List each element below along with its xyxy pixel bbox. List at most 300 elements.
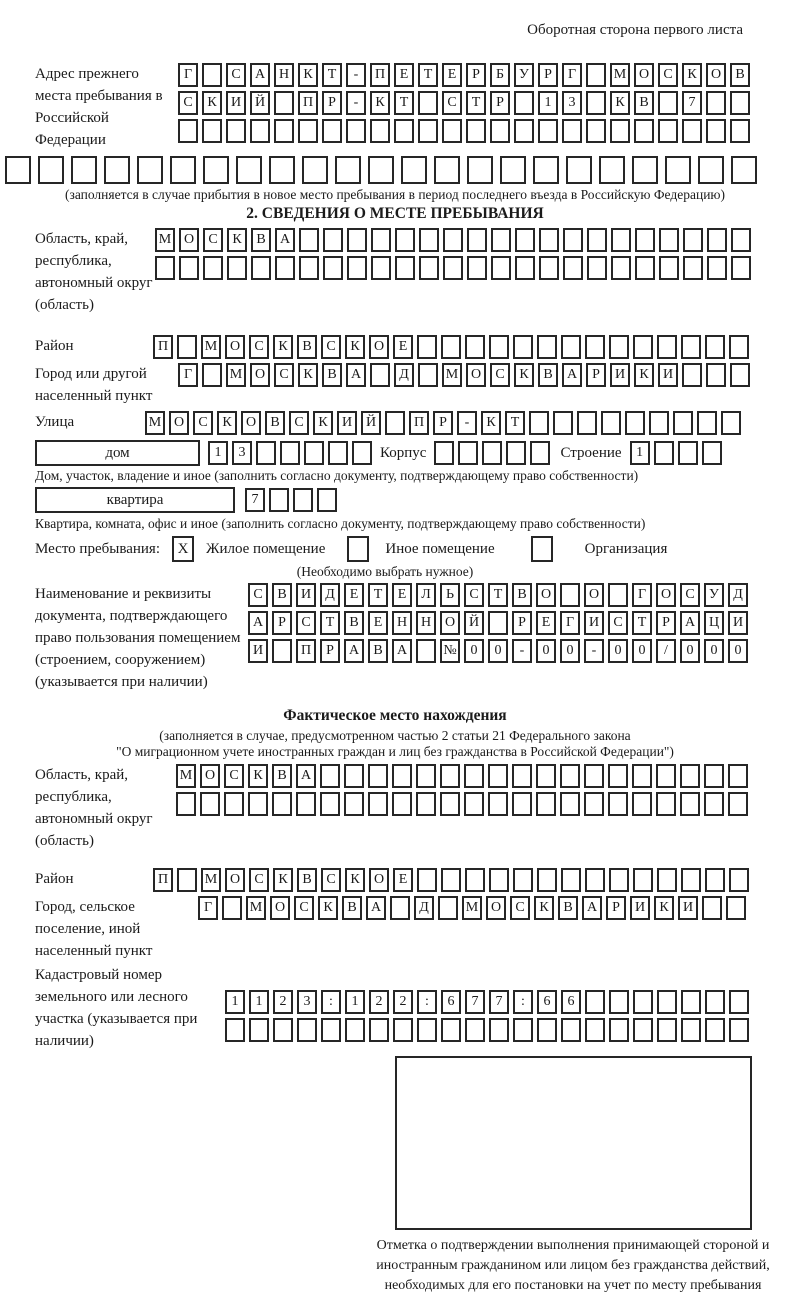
char-cell[interactable]: / bbox=[656, 639, 676, 663]
char-cell[interactable] bbox=[347, 256, 367, 280]
char-cell[interactable] bbox=[488, 792, 508, 816]
char-cell[interactable] bbox=[465, 868, 485, 892]
char-cell[interactable] bbox=[137, 156, 163, 184]
char-cell[interactable] bbox=[673, 411, 693, 435]
char-cell[interactable]: О bbox=[440, 611, 460, 635]
char-cell[interactable] bbox=[488, 764, 508, 788]
char-cell[interactable]: М bbox=[442, 363, 462, 387]
char-cell[interactable]: С bbox=[296, 611, 316, 635]
previous-address-row-3[interactable] bbox=[178, 119, 750, 143]
char-cell[interactable] bbox=[657, 868, 677, 892]
char-cell[interactable]: Л bbox=[416, 583, 436, 607]
char-cell[interactable] bbox=[513, 868, 533, 892]
char-cell[interactable] bbox=[250, 119, 270, 143]
char-cell[interactable] bbox=[513, 335, 533, 359]
char-cell[interactable] bbox=[395, 256, 415, 280]
char-cell[interactable]: И bbox=[248, 639, 268, 663]
char-cell[interactable]: К bbox=[634, 363, 654, 387]
char-cell[interactable] bbox=[104, 156, 130, 184]
char-cell[interactable]: Т bbox=[418, 63, 438, 87]
char-cell[interactable] bbox=[224, 792, 244, 816]
char-cell[interactable]: О bbox=[486, 896, 506, 920]
char-cell[interactable] bbox=[467, 228, 487, 252]
char-cell[interactable]: Е bbox=[344, 583, 364, 607]
char-cell[interactable]: П bbox=[153, 335, 173, 359]
fact-raion-row[interactable] bbox=[153, 868, 749, 892]
char-cell[interactable] bbox=[370, 363, 390, 387]
char-cell[interactable] bbox=[328, 441, 348, 465]
char-cell[interactable] bbox=[345, 1018, 365, 1042]
char-cell[interactable]: О bbox=[584, 583, 604, 607]
char-cell[interactable] bbox=[553, 411, 573, 435]
char-cell[interactable] bbox=[665, 156, 691, 184]
char-cell[interactable]: П bbox=[370, 63, 390, 87]
char-cell[interactable] bbox=[177, 868, 197, 892]
char-cell[interactable] bbox=[515, 256, 535, 280]
char-cell[interactable] bbox=[539, 228, 559, 252]
char-cell[interactable]: В bbox=[251, 228, 271, 252]
char-cell[interactable] bbox=[155, 256, 175, 280]
char-cell[interactable]: И bbox=[584, 611, 604, 635]
char-cell[interactable]: М bbox=[176, 764, 196, 788]
char-cell[interactable]: Т bbox=[466, 91, 486, 115]
char-cell[interactable] bbox=[236, 156, 262, 184]
char-cell[interactable]: К bbox=[273, 335, 293, 359]
char-cell[interactable] bbox=[536, 764, 556, 788]
char-cell[interactable] bbox=[177, 335, 197, 359]
char-cell[interactable]: 1 bbox=[630, 441, 650, 465]
char-cell[interactable]: К bbox=[345, 335, 365, 359]
char-cell[interactable] bbox=[500, 156, 526, 184]
char-cell[interactable] bbox=[401, 156, 427, 184]
char-cell[interactable]: О bbox=[634, 63, 654, 87]
s2-gorod-row[interactable] bbox=[178, 363, 750, 387]
char-cell[interactable] bbox=[566, 156, 592, 184]
char-cell[interactable] bbox=[586, 63, 606, 87]
char-cell[interactable]: С bbox=[490, 363, 510, 387]
char-cell[interactable] bbox=[563, 228, 583, 252]
char-cell[interactable]: 6 bbox=[441, 990, 461, 1014]
char-cell[interactable]: Р bbox=[538, 63, 558, 87]
char-cell[interactable]: К bbox=[298, 363, 318, 387]
char-cell[interactable]: Т bbox=[322, 63, 342, 87]
char-cell[interactable] bbox=[443, 228, 463, 252]
char-cell[interactable]: 0 bbox=[608, 639, 628, 663]
char-cell[interactable]: В bbox=[512, 583, 532, 607]
char-cell[interactable]: И bbox=[337, 411, 357, 435]
char-cell[interactable]: Г bbox=[178, 363, 198, 387]
char-cell[interactable] bbox=[506, 441, 526, 465]
char-cell[interactable] bbox=[393, 1018, 413, 1042]
char-cell[interactable]: С bbox=[249, 868, 269, 892]
char-cell[interactable]: Т bbox=[488, 583, 508, 607]
char-cell[interactable] bbox=[392, 792, 412, 816]
char-cell[interactable] bbox=[368, 792, 388, 816]
char-cell[interactable] bbox=[368, 764, 388, 788]
char-cell[interactable] bbox=[705, 1018, 725, 1042]
char-cell[interactable] bbox=[608, 792, 628, 816]
char-cell[interactable]: О bbox=[241, 411, 261, 435]
char-cell[interactable]: Р bbox=[656, 611, 676, 635]
char-cell[interactable]: К bbox=[514, 363, 534, 387]
char-cell[interactable]: Р bbox=[490, 91, 510, 115]
char-cell[interactable]: - bbox=[584, 639, 604, 663]
char-cell[interactable]: В bbox=[730, 63, 750, 87]
char-cell[interactable] bbox=[317, 488, 337, 512]
char-cell[interactable]: С bbox=[178, 91, 198, 115]
char-cell[interactable]: М bbox=[201, 868, 221, 892]
char-cell[interactable] bbox=[632, 156, 658, 184]
char-cell[interactable] bbox=[632, 792, 652, 816]
char-cell[interactable] bbox=[707, 256, 727, 280]
char-cell[interactable] bbox=[418, 91, 438, 115]
char-cell[interactable] bbox=[587, 228, 607, 252]
char-cell[interactable]: Г bbox=[198, 896, 218, 920]
char-cell[interactable]: Н bbox=[416, 611, 436, 635]
char-cell[interactable]: 0 bbox=[464, 639, 484, 663]
char-cell[interactable]: А bbox=[582, 896, 602, 920]
char-cell[interactable] bbox=[304, 441, 324, 465]
char-cell[interactable] bbox=[176, 792, 196, 816]
char-cell[interactable] bbox=[441, 868, 461, 892]
char-cell[interactable] bbox=[584, 764, 604, 788]
char-cell[interactable] bbox=[611, 256, 631, 280]
char-cell[interactable]: : bbox=[321, 990, 341, 1014]
char-cell[interactable]: 2 bbox=[393, 990, 413, 1014]
char-cell[interactable]: И bbox=[226, 91, 246, 115]
char-cell[interactable]: Р bbox=[433, 411, 453, 435]
char-cell[interactable]: О bbox=[169, 411, 189, 435]
char-cell[interactable] bbox=[585, 1018, 605, 1042]
previous-address-row-2[interactable] bbox=[178, 91, 750, 115]
char-cell[interactable]: В bbox=[558, 896, 578, 920]
char-cell[interactable] bbox=[344, 792, 364, 816]
char-cell[interactable]: 1 bbox=[208, 441, 228, 465]
char-cell[interactable] bbox=[275, 256, 295, 280]
char-cell[interactable] bbox=[395, 228, 415, 252]
char-cell[interactable]: Т bbox=[505, 411, 525, 435]
char-cell[interactable] bbox=[656, 764, 676, 788]
char-cell[interactable]: 1 bbox=[538, 91, 558, 115]
char-cell[interactable]: Й bbox=[464, 611, 484, 635]
char-cell[interactable]: Р bbox=[606, 896, 626, 920]
char-cell[interactable] bbox=[560, 764, 580, 788]
char-cell[interactable] bbox=[438, 896, 458, 920]
char-cell[interactable]: К bbox=[298, 63, 318, 87]
char-cell[interactable]: М bbox=[155, 228, 175, 252]
checkbox-organizatsiya[interactable] bbox=[531, 536, 553, 562]
char-cell[interactable] bbox=[202, 363, 222, 387]
char-cell[interactable]: О bbox=[250, 363, 270, 387]
char-cell[interactable] bbox=[683, 256, 703, 280]
char-cell[interactable] bbox=[585, 990, 605, 1014]
char-cell[interactable] bbox=[488, 611, 508, 635]
char-cell[interactable] bbox=[434, 441, 454, 465]
char-cell[interactable]: С bbox=[248, 583, 268, 607]
char-cell[interactable]: Ц bbox=[704, 611, 724, 635]
char-cell[interactable] bbox=[489, 335, 509, 359]
char-cell[interactable]: К bbox=[654, 896, 674, 920]
char-cell[interactable] bbox=[441, 335, 461, 359]
char-cell[interactable] bbox=[706, 363, 726, 387]
char-cell[interactable] bbox=[491, 228, 511, 252]
char-cell[interactable] bbox=[656, 792, 676, 816]
char-cell[interactable]: П bbox=[298, 91, 318, 115]
kadastr-row-1[interactable] bbox=[225, 990, 749, 1014]
char-cell[interactable] bbox=[587, 256, 607, 280]
char-cell[interactable]: И bbox=[610, 363, 630, 387]
char-cell[interactable]: 3 bbox=[562, 91, 582, 115]
char-cell[interactable] bbox=[702, 896, 722, 920]
char-cell[interactable]: Е bbox=[394, 63, 414, 87]
char-cell[interactable]: Е bbox=[536, 611, 556, 635]
char-cell[interactable]: А bbox=[275, 228, 295, 252]
char-cell[interactable] bbox=[704, 792, 724, 816]
char-cell[interactable] bbox=[417, 868, 437, 892]
char-cell[interactable] bbox=[705, 990, 725, 1014]
char-cell[interactable] bbox=[344, 764, 364, 788]
char-cell[interactable] bbox=[514, 91, 534, 115]
char-cell[interactable]: О bbox=[656, 583, 676, 607]
s2-oblast-row-2[interactable] bbox=[155, 256, 751, 280]
char-cell[interactable]: С bbox=[193, 411, 213, 435]
char-cell[interactable]: О bbox=[466, 363, 486, 387]
char-cell[interactable]: 0 bbox=[728, 639, 748, 663]
char-cell[interactable]: К bbox=[248, 764, 268, 788]
kvartira-number-row[interactable] bbox=[245, 488, 337, 512]
char-cell[interactable] bbox=[560, 792, 580, 816]
char-cell[interactable] bbox=[633, 335, 653, 359]
char-cell[interactable]: 1 bbox=[345, 990, 365, 1014]
char-cell[interactable] bbox=[649, 411, 669, 435]
char-cell[interactable] bbox=[71, 156, 97, 184]
char-cell[interactable]: Ь bbox=[440, 583, 460, 607]
char-cell[interactable]: 0 bbox=[560, 639, 580, 663]
char-cell[interactable] bbox=[731, 228, 751, 252]
char-cell[interactable]: 6 bbox=[537, 990, 557, 1014]
char-cell[interactable]: 7 bbox=[682, 91, 702, 115]
char-cell[interactable] bbox=[513, 1018, 533, 1042]
document-row-3[interactable] bbox=[248, 639, 748, 663]
char-cell[interactable]: А bbox=[344, 639, 364, 663]
char-cell[interactable] bbox=[577, 411, 597, 435]
char-cell[interactable] bbox=[297, 1018, 317, 1042]
char-cell[interactable]: К bbox=[217, 411, 237, 435]
char-cell[interactable] bbox=[608, 764, 628, 788]
char-cell[interactable]: 2 bbox=[273, 990, 293, 1014]
char-cell[interactable] bbox=[320, 792, 340, 816]
char-cell[interactable]: Р bbox=[322, 91, 342, 115]
char-cell[interactable] bbox=[704, 764, 724, 788]
char-cell[interactable] bbox=[697, 411, 717, 435]
char-cell[interactable] bbox=[335, 156, 361, 184]
char-cell[interactable]: С bbox=[510, 896, 530, 920]
char-cell[interactable] bbox=[731, 256, 751, 280]
char-cell[interactable]: М bbox=[201, 335, 221, 359]
char-cell[interactable]: С bbox=[274, 363, 294, 387]
fact-oblast-row-2[interactable] bbox=[176, 792, 748, 816]
char-cell[interactable] bbox=[272, 792, 292, 816]
char-cell[interactable] bbox=[200, 792, 220, 816]
char-cell[interactable]: И bbox=[728, 611, 748, 635]
char-cell[interactable]: 0 bbox=[704, 639, 724, 663]
char-cell[interactable] bbox=[489, 1018, 509, 1042]
char-cell[interactable]: П bbox=[296, 639, 316, 663]
char-cell[interactable] bbox=[537, 868, 557, 892]
char-cell[interactable] bbox=[728, 764, 748, 788]
char-cell[interactable]: Д bbox=[320, 583, 340, 607]
char-cell[interactable]: П bbox=[409, 411, 429, 435]
char-cell[interactable]: 3 bbox=[297, 990, 317, 1014]
char-cell[interactable] bbox=[5, 156, 31, 184]
s2-raion-row[interactable] bbox=[153, 335, 749, 359]
char-cell[interactable] bbox=[729, 868, 749, 892]
char-cell[interactable]: В bbox=[342, 896, 362, 920]
char-cell[interactable] bbox=[491, 256, 511, 280]
char-cell[interactable]: 0 bbox=[536, 639, 556, 663]
char-cell[interactable] bbox=[608, 583, 628, 607]
previous-address-row-1[interactable] bbox=[178, 63, 750, 87]
char-cell[interactable] bbox=[293, 488, 313, 512]
char-cell[interactable] bbox=[417, 335, 437, 359]
char-cell[interactable]: 1 bbox=[249, 990, 269, 1014]
char-cell[interactable] bbox=[731, 156, 757, 184]
char-cell[interactable]: Н bbox=[274, 63, 294, 87]
char-cell[interactable]: О bbox=[369, 335, 389, 359]
dom-number-row[interactable] bbox=[208, 441, 372, 465]
char-cell[interactable] bbox=[705, 335, 725, 359]
char-cell[interactable]: В bbox=[272, 764, 292, 788]
char-cell[interactable] bbox=[419, 228, 439, 252]
char-cell[interactable]: С bbox=[680, 583, 700, 607]
dom-type-box[interactable]: дом bbox=[35, 440, 200, 466]
char-cell[interactable] bbox=[269, 156, 295, 184]
char-cell[interactable]: С bbox=[658, 63, 678, 87]
fact-gorod-row[interactable] bbox=[198, 896, 746, 920]
char-cell[interactable] bbox=[633, 868, 653, 892]
char-cell[interactable] bbox=[599, 156, 625, 184]
char-cell[interactable] bbox=[530, 441, 550, 465]
char-cell[interactable]: К bbox=[534, 896, 554, 920]
char-cell[interactable]: Б bbox=[490, 63, 510, 87]
char-cell[interactable]: А bbox=[296, 764, 316, 788]
char-cell[interactable] bbox=[707, 228, 727, 252]
char-cell[interactable]: Т bbox=[632, 611, 652, 635]
char-cell[interactable]: Г bbox=[562, 63, 582, 87]
char-cell[interactable] bbox=[681, 1018, 701, 1042]
char-cell[interactable] bbox=[561, 1018, 581, 1042]
char-cell[interactable] bbox=[625, 411, 645, 435]
char-cell[interactable] bbox=[227, 256, 247, 280]
char-cell[interactable]: С bbox=[249, 335, 269, 359]
char-cell[interactable] bbox=[659, 256, 679, 280]
char-cell[interactable] bbox=[706, 119, 726, 143]
char-cell[interactable] bbox=[417, 1018, 437, 1042]
char-cell[interactable] bbox=[179, 256, 199, 280]
char-cell[interactable]: 7 bbox=[245, 488, 265, 512]
char-cell[interactable] bbox=[296, 792, 316, 816]
char-cell[interactable]: К bbox=[273, 868, 293, 892]
char-cell[interactable]: К bbox=[481, 411, 501, 435]
char-cell[interactable]: В bbox=[634, 91, 654, 115]
char-cell[interactable]: 6 bbox=[561, 990, 581, 1014]
char-cell[interactable] bbox=[561, 868, 581, 892]
char-cell[interactable] bbox=[419, 256, 439, 280]
char-cell[interactable] bbox=[730, 91, 750, 115]
s2-oblast-row-1[interactable] bbox=[155, 228, 751, 252]
char-cell[interactable] bbox=[678, 441, 698, 465]
char-cell[interactable] bbox=[274, 119, 294, 143]
char-cell[interactable]: Р bbox=[512, 611, 532, 635]
char-cell[interactable]: И bbox=[678, 896, 698, 920]
char-cell[interactable] bbox=[273, 1018, 293, 1042]
char-cell[interactable] bbox=[514, 119, 534, 143]
char-cell[interactable]: В bbox=[265, 411, 285, 435]
char-cell[interactable]: В bbox=[297, 868, 317, 892]
char-cell[interactable] bbox=[659, 228, 679, 252]
char-cell[interactable]: А bbox=[248, 611, 268, 635]
char-cell[interactable] bbox=[698, 156, 724, 184]
char-cell[interactable]: В bbox=[272, 583, 292, 607]
char-cell[interactable]: О bbox=[270, 896, 290, 920]
char-cell[interactable] bbox=[170, 156, 196, 184]
char-cell[interactable] bbox=[657, 1018, 677, 1042]
char-cell[interactable]: - bbox=[346, 91, 366, 115]
char-cell[interactable] bbox=[482, 441, 502, 465]
char-cell[interactable]: К bbox=[682, 63, 702, 87]
char-cell[interactable] bbox=[442, 119, 462, 143]
korpus-row[interactable] bbox=[434, 441, 550, 465]
char-cell[interactable] bbox=[248, 792, 268, 816]
char-cell[interactable]: И bbox=[658, 363, 678, 387]
char-cell[interactable] bbox=[38, 156, 64, 184]
char-cell[interactable] bbox=[730, 363, 750, 387]
char-cell[interactable]: Й bbox=[361, 411, 381, 435]
char-cell[interactable] bbox=[730, 119, 750, 143]
char-cell[interactable]: А bbox=[250, 63, 270, 87]
char-cell[interactable]: В bbox=[322, 363, 342, 387]
char-cell[interactable] bbox=[299, 228, 319, 252]
char-cell[interactable] bbox=[465, 335, 485, 359]
char-cell[interactable]: Н bbox=[392, 611, 412, 635]
char-cell[interactable] bbox=[371, 228, 391, 252]
char-cell[interactable] bbox=[681, 868, 701, 892]
char-cell[interactable]: М bbox=[246, 896, 266, 920]
char-cell[interactable] bbox=[256, 441, 276, 465]
char-cell[interactable]: Е bbox=[442, 63, 462, 87]
char-cell[interactable] bbox=[352, 441, 372, 465]
char-cell[interactable]: С bbox=[203, 228, 223, 252]
char-cell[interactable]: К bbox=[345, 868, 365, 892]
char-cell[interactable]: О bbox=[179, 228, 199, 252]
char-cell[interactable]: И bbox=[296, 583, 316, 607]
char-cell[interactable]: С bbox=[321, 335, 341, 359]
char-cell[interactable] bbox=[634, 119, 654, 143]
char-cell[interactable] bbox=[202, 119, 222, 143]
char-cell[interactable]: Т bbox=[368, 583, 388, 607]
char-cell[interactable]: № bbox=[440, 639, 460, 663]
char-cell[interactable]: : bbox=[513, 990, 533, 1014]
char-cell[interactable] bbox=[537, 1018, 557, 1042]
char-cell[interactable] bbox=[633, 1018, 653, 1042]
char-cell[interactable] bbox=[416, 792, 436, 816]
char-cell[interactable] bbox=[490, 119, 510, 143]
char-cell[interactable] bbox=[385, 411, 405, 435]
char-cell[interactable] bbox=[632, 764, 652, 788]
char-cell[interactable]: Г bbox=[178, 63, 198, 87]
char-cell[interactable]: К bbox=[313, 411, 333, 435]
char-cell[interactable] bbox=[203, 256, 223, 280]
